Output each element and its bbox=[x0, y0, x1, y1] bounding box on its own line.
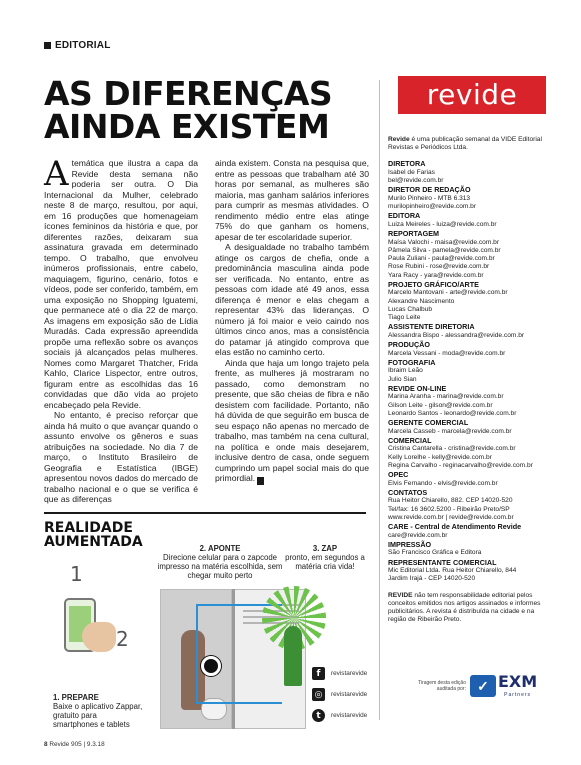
staff-line: São Francisco Gráfica e Editora bbox=[388, 549, 482, 557]
staff-line: Rua Heitor Chiarello, 882. CEP 14020-520 bbox=[388, 497, 513, 505]
staff-line: care@revide.com.br bbox=[388, 531, 448, 539]
audit-sub: Partners bbox=[504, 692, 532, 698]
headline-line-2: AINDA EXISTEM bbox=[44, 107, 330, 146]
staff-block bbox=[388, 419, 548, 436]
section-title: EDITORIAL bbox=[55, 40, 111, 51]
article-paragraph: ainda existem. Consta na pesquisa que, entre as pessoas que trabalham até 30 horas por semanal, as mulheres são maioria, mas ganham salários inferiores para cumprir as mesmas atividades. O rendimento médio entre elas atinge 75% do que ganham os homens, apesar de ter escolaridade superior. bbox=[215, 158, 369, 242]
staff-line: Paula Zuliani - paula@revide.com.br bbox=[388, 255, 495, 263]
staff-heading: PRODUÇÃO bbox=[388, 340, 430, 350]
staff-line: Gilson Leite - gilson@revide.com.br bbox=[388, 401, 493, 409]
step-3-text: pronto, em segundos a matéria cria vida! bbox=[285, 553, 365, 571]
exm-logo bbox=[470, 674, 537, 698]
staff-heading: GERENTE COMERCIAL bbox=[388, 418, 469, 428]
staff-heading: REPORTAGEM bbox=[388, 229, 439, 239]
revide-logo: revide bbox=[398, 76, 546, 114]
instagram-icon: ◎ bbox=[312, 688, 325, 701]
issue-info: Revide 905 | 9.3.18 bbox=[49, 741, 105, 748]
staff-line: Lucas Chalbub bbox=[388, 305, 432, 313]
staff-heading: DIRETOR DE REDAÇÃO bbox=[388, 185, 471, 195]
staff-block bbox=[388, 323, 548, 340]
staff-line: Ibraim Leão bbox=[388, 367, 423, 375]
staff-block bbox=[388, 359, 548, 384]
intro-brand: Revide bbox=[388, 136, 410, 143]
ar-section-rule bbox=[44, 512, 366, 514]
audit-text: Tiragem desta edição auditada por: bbox=[418, 680, 466, 692]
section-label bbox=[44, 40, 111, 51]
ar-step-2 bbox=[150, 544, 290, 580]
page-number: 8 bbox=[44, 741, 48, 748]
facebook-link[interactable] bbox=[312, 666, 376, 681]
article-column-1 bbox=[44, 154, 198, 505]
figure-body bbox=[284, 626, 302, 686]
staff-line: Yara Racy - yara@revide.com.br bbox=[388, 271, 484, 279]
staff-line: Marcelo Mantovani - arte@revide.com.br bbox=[388, 289, 508, 297]
ar-title-line-2: AUMENTADA bbox=[44, 534, 143, 550]
staff-line: Marina Aranha - marina@revide.com.br bbox=[388, 393, 504, 401]
step-3-title: 3. ZAP bbox=[312, 544, 338, 553]
staff-block bbox=[388, 341, 548, 358]
staff-heading: EDITORA bbox=[388, 211, 421, 221]
headline bbox=[44, 74, 364, 146]
step-number-1: 1 bbox=[70, 562, 83, 586]
ar-step-3 bbox=[280, 544, 370, 571]
staff-block bbox=[388, 541, 548, 558]
step-2-title: 2. APONTE bbox=[199, 544, 241, 553]
staff-line: Alexandre Nascimento bbox=[388, 297, 455, 305]
section-square-icon bbox=[44, 42, 51, 49]
headline-line-1: AS DIFERENÇAS bbox=[44, 74, 333, 113]
staff-line: Luiza Meireles - luiza@revide.com.br bbox=[388, 221, 497, 228]
disclaimer bbox=[388, 592, 548, 625]
staff-block bbox=[388, 523, 548, 540]
hand-illustration bbox=[82, 622, 116, 652]
staff-line: Pâmela Silva - pamela@revide.com.br bbox=[388, 247, 501, 254]
staff-line: Elvis Fernando - elvis@revide.com.br bbox=[388, 479, 498, 487]
staff-line: Marcela Casseb - marcela@revide.com.br bbox=[388, 427, 512, 435]
article-paragraph bbox=[44, 154, 198, 410]
staff-heading: CARE - Central de Atendimento Revide bbox=[388, 522, 522, 532]
article-paragraph bbox=[215, 358, 369, 486]
facebook-icon: f bbox=[312, 667, 325, 680]
ar-title-line-1: REALIDADE bbox=[44, 520, 133, 536]
staff-block bbox=[388, 230, 548, 280]
twitter-link[interactable] bbox=[312, 708, 376, 723]
article-paragraph: A desigualdade no trabalho também atinge os cargos de chefia, onde a predominância masculina ainda pode ser verificada. No entanto, entre as pessoas com idade até 49 anos, essa diferença é menor e elas chegam a representar 43% das lideranças. O número já foi maior e veio caindo nos últimos cinco anos, mas a consistência do patamar já atingido comprova que elas estão no caminho certo. bbox=[215, 242, 369, 357]
staff-heading: PROJETO GRÁFICO/ARTE bbox=[388, 279, 479, 289]
drop-cap: A bbox=[44, 154, 69, 194]
staff-heading: OPEC bbox=[388, 470, 409, 480]
staff-line: Rose Rubini - rose@revide.com.br bbox=[388, 263, 490, 271]
checkmark-icon: ✓ bbox=[470, 675, 496, 697]
audit-name: EXM bbox=[498, 672, 538, 691]
staff-list bbox=[388, 160, 548, 583]
staff-heading: COMERCIAL bbox=[388, 435, 432, 445]
ar-title bbox=[44, 521, 143, 549]
staff-line: Isabel de Farias bbox=[388, 169, 435, 176]
step-1-text: Baixe o aplicativo Zappar, gratuito para smartphones e tablets bbox=[53, 702, 143, 729]
staff-heading: IMPRESSÃO bbox=[388, 539, 432, 549]
staff-line: bel@revide.com.br bbox=[388, 177, 444, 185]
staff-block bbox=[388, 281, 548, 322]
staff-line: Jardim Irajá - CEP 14020-520 bbox=[388, 575, 476, 583]
audit-badge bbox=[408, 672, 558, 700]
staff-line: Maísa Valochi - maisa@revide.com.br bbox=[388, 238, 500, 246]
twitter-handle: revistarevide bbox=[331, 712, 368, 719]
page-footer bbox=[44, 741, 105, 748]
masthead-sidebar bbox=[388, 76, 548, 624]
ar-step-1 bbox=[53, 693, 143, 729]
staff-block bbox=[388, 489, 548, 522]
staff-block bbox=[388, 437, 548, 470]
staff-line: Leonardo Santos - leonardo@revide.com.br bbox=[388, 409, 517, 417]
end-mark-icon: r bbox=[257, 477, 264, 485]
staff-block bbox=[388, 212, 548, 229]
step-2-text: Direcione celular para o zapcode impresso na matéria escolhida, sem chegar muito perto bbox=[157, 553, 283, 580]
intro-text: é uma publicação semanal da VIDE Editorial Revistas e Periódicos Ltda. bbox=[388, 136, 542, 152]
staff-line: Cristina Cantarella - cristina@revide.com.br bbox=[388, 445, 516, 453]
paragraph-text: temática que ilustra a capa da Revide desta semana não poderia ser outra. O Dia Internacional da Mulher, celebrado neste 8 de março, resultou, por aqui, em 16 produções que homenageiam ícones femininos da história e que, por diferentes razões, deixaram sua assinatura gravada em determinado tempo. O trabalho, que envolveu inúmeros profissionais, entre cabelo, maquiagem, figurino, cenário, fotos e vídeos, pode ser conferido, também, em uma exposição no Shopping Iguatemi, que permanece até o dia 22 de março. As imagens em exposição são de Lídia Muradás. Cada expressão apreendida propõe uma reflexão sobre os avanços sociais já alcançados pelas mulheres. Nomes como Margaret Thatcher, Frida Kahlo, Clarice Lispector, entre outros, figuram entre as escolhidas das 16 convidadas que dão vida ao projeto encabeçado pela Revide. bbox=[44, 158, 198, 410]
staff-line: Mic Editorial Ltda. Rua Heitor Chiarello, 844 bbox=[388, 567, 517, 575]
staff-block bbox=[388, 385, 548, 418]
instagram-link[interactable] bbox=[312, 687, 376, 702]
disclaimer-brand: REVIDE bbox=[388, 591, 413, 599]
staff-line: Tel/fax: 16 3602.5200 - Ribeirão Preto/SP bbox=[388, 505, 510, 513]
article-column-2 bbox=[215, 158, 369, 485]
facebook-handle: revistarevide bbox=[331, 670, 368, 677]
staff-heading: REVIDE ON-LINE bbox=[388, 383, 447, 393]
staff-line: Murilo Pinheiro - MTB 6.313 bbox=[388, 195, 471, 202]
staff-heading: DIRETORA bbox=[388, 159, 426, 169]
staff-line: Kelly Lorelhe - kelly@revide.com.br bbox=[388, 453, 492, 461]
instagram-handle: revistarevide bbox=[331, 691, 368, 698]
staff-line: Regina Carvalho - reginacarvalho@revide.com.br bbox=[388, 461, 533, 469]
twitter-icon: t bbox=[312, 709, 325, 722]
staff-heading: ASSISTENTE DIRETORIA bbox=[388, 322, 475, 332]
column-divider bbox=[379, 80, 380, 720]
staff-line: Marcela Vessani - moda@revide.com.br bbox=[388, 349, 506, 357]
staff-heading: REPRESENTANTE COMERCIAL bbox=[388, 557, 497, 567]
staff-line: Alessandra Bispo - alessandra@revide.com.br bbox=[388, 331, 525, 339]
masthead-intro bbox=[388, 136, 548, 152]
staff-block bbox=[388, 471, 548, 488]
article-paragraph: No entanto, é preciso reforçar que ainda há muito o que avançar quando o assunto envolve os gêneros e suas atribuições na sociedade. No dia 7 de março, o Instituto Brasileiro de Geografia e Estatística (IBGE) apresentou novos dados do mercado de trabalho nacional e o que se verifica é que as diferenças bbox=[44, 410, 198, 504]
disclaimer-text: não tem responsabilidade editorial pelos conceitos emitidos nos artigos assinados e informes publicitários. A revista é distribuída na cidade e na região de Ribeirão Preto. bbox=[388, 591, 541, 624]
step-1-title: 1. PREPARE bbox=[53, 693, 99, 702]
staff-line: Julio Sian bbox=[388, 375, 417, 383]
staff-block bbox=[388, 559, 548, 584]
staff-block bbox=[388, 160, 548, 185]
step-number-2: 2 bbox=[116, 627, 129, 651]
staff-line: Tiago Leite bbox=[388, 314, 421, 322]
staff-heading: FOTOGRAFIA bbox=[388, 357, 436, 367]
staff-line: www.revide.com.br | revide@revide.com.br bbox=[388, 513, 514, 521]
staff-heading: CONTATOS bbox=[388, 487, 428, 497]
paragraph-text: Ainda que haja um longo trajeto pela frente, as mulheres já mostraram no passado, como demonstram no presente, que são cheias de fibra e não desistem com facilidade. Portanto, não há dúvida de que seguirão em busca de seu espaço não apenas no mercado de trabalho, mas também na cena cultural, na política e onde mais desejarem, inclusive dentro de casa, onde seguem cumprindo um papel social mais do que primordial. bbox=[215, 357, 369, 483]
staff-block bbox=[388, 186, 548, 211]
staff-line: murilopinheiro@revide.com.br bbox=[388, 203, 477, 211]
